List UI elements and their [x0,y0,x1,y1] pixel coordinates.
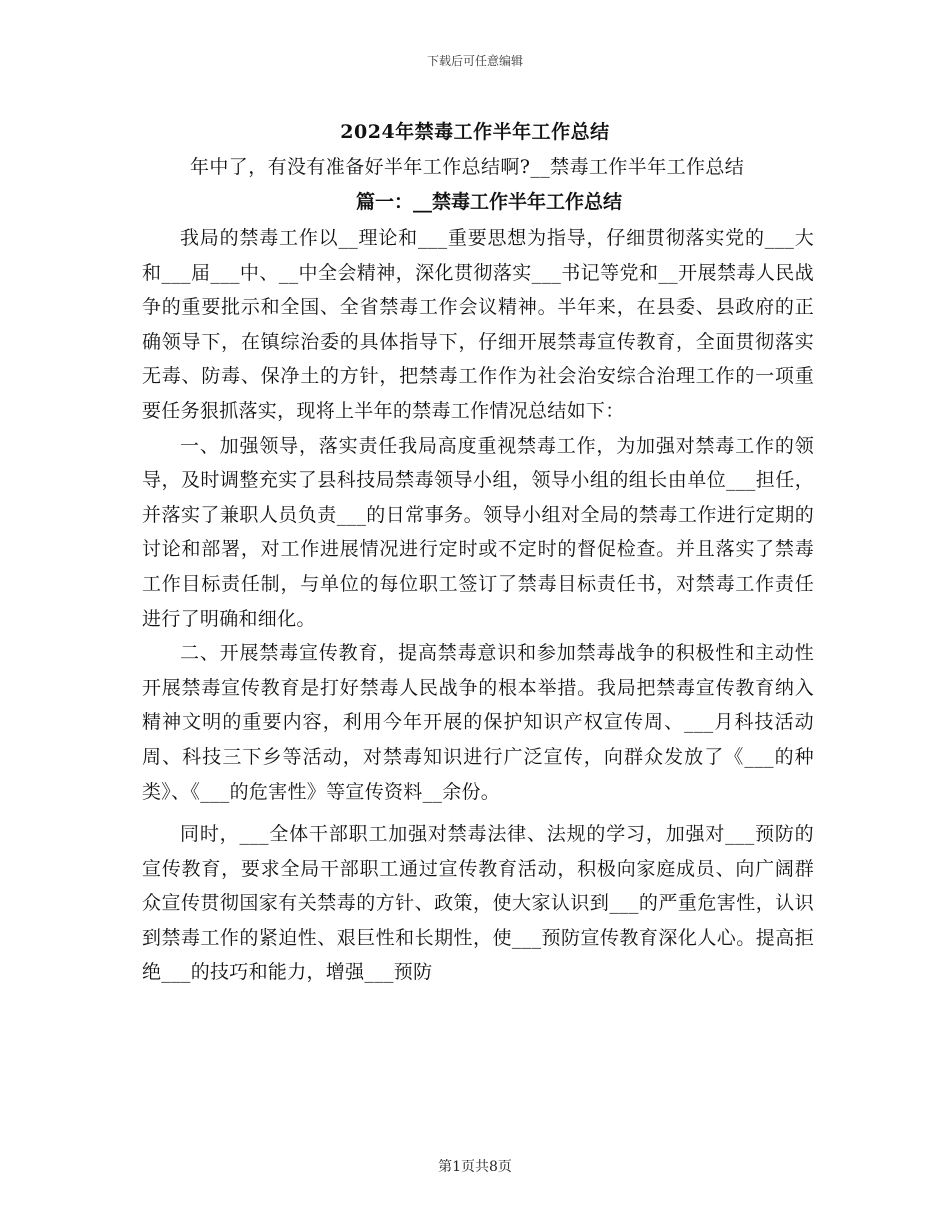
section-heading: 篇一：__禁毒工作半年工作总结 [355,191,622,213]
intro-line: 年中了，有没有准备好半年工作总结啊?__禁毒工作半年工作总结 [190,156,745,178]
body-text [142,221,814,990]
paragraph-2: 一、加强领导，落实责任我局高度重视禁毒工作，为加强对禁毒工作的领导，及时调整充实了县科技局禁毒领导小组，领导小组的组长由单位___担任，并落实了兼职人员负责___的日常事务。领导小组对全局的禁毒工作进行定期的讨论和部署，对工作进展情况进行定时或不定时的督促检查。并且落实了禁毒工作目标责任制，与单位的每位职工签订了禁毒目标责任书，对禁毒工作责任进行了明确和细化。 [142,434,814,630]
document-title: 2024年禁毒工作半年工作总结 [340,121,610,143]
page-header-note: 下载后可任意编辑 [426,54,523,68]
paragraph-4: 同时，___全体干部职工加强对禁毒法律、法规的学习，加强对___预防的宣传教育，要求全局干部职工通过宣传教育活动，积极向家庭成员、向广阔群众宣传贯彻国家有关禁毒的方针、政策，使大家认识到___的严重危害性，认识到禁毒工作的紧迫性、艰巨性和长期性，使___预防宣传教育深化人心。提高拒绝___的技巧和能力，增强___预防 [142,823,814,984]
paragraph-3: 二、开展禁毒宣传教育，提高禁毒意识和参加禁毒战争的积极性和主动性开展禁毒宣传教育是打好禁毒人民战争的根本举措。我局把禁毒宣传教育纳入精神文明的重要内容，利用今年开展的保护知识产权宣传周、___月科技活动周、科技三下乡等活动，对禁毒知识进行广泛宣传，向群众发放了《___的种类》、《___的危害性》等宣传资料__余份。 [142,642,814,803]
page-number: 第1页共8页 [438,1159,512,1175]
paragraph-1: 我局的禁毒工作以__理论和___重要思想为指导，仔细贯彻落实党的___大和___届___中、__中全会精神，深化贯彻落实___书记等党和__开展禁毒人民战争的重要批示和全国、全省禁毒工作会议精神。半年来，在县委、县政府的正确领导下，在镇综治委的具体指导下，仔细开展禁毒宣传教育，全面贯彻落实无毒、防毒、保净土的方针，把禁毒工作作为社会治安综合治理工作的一项重要任务狠抓落实，现将上半年的禁毒工作情况总结如下： [142,227,814,422]
